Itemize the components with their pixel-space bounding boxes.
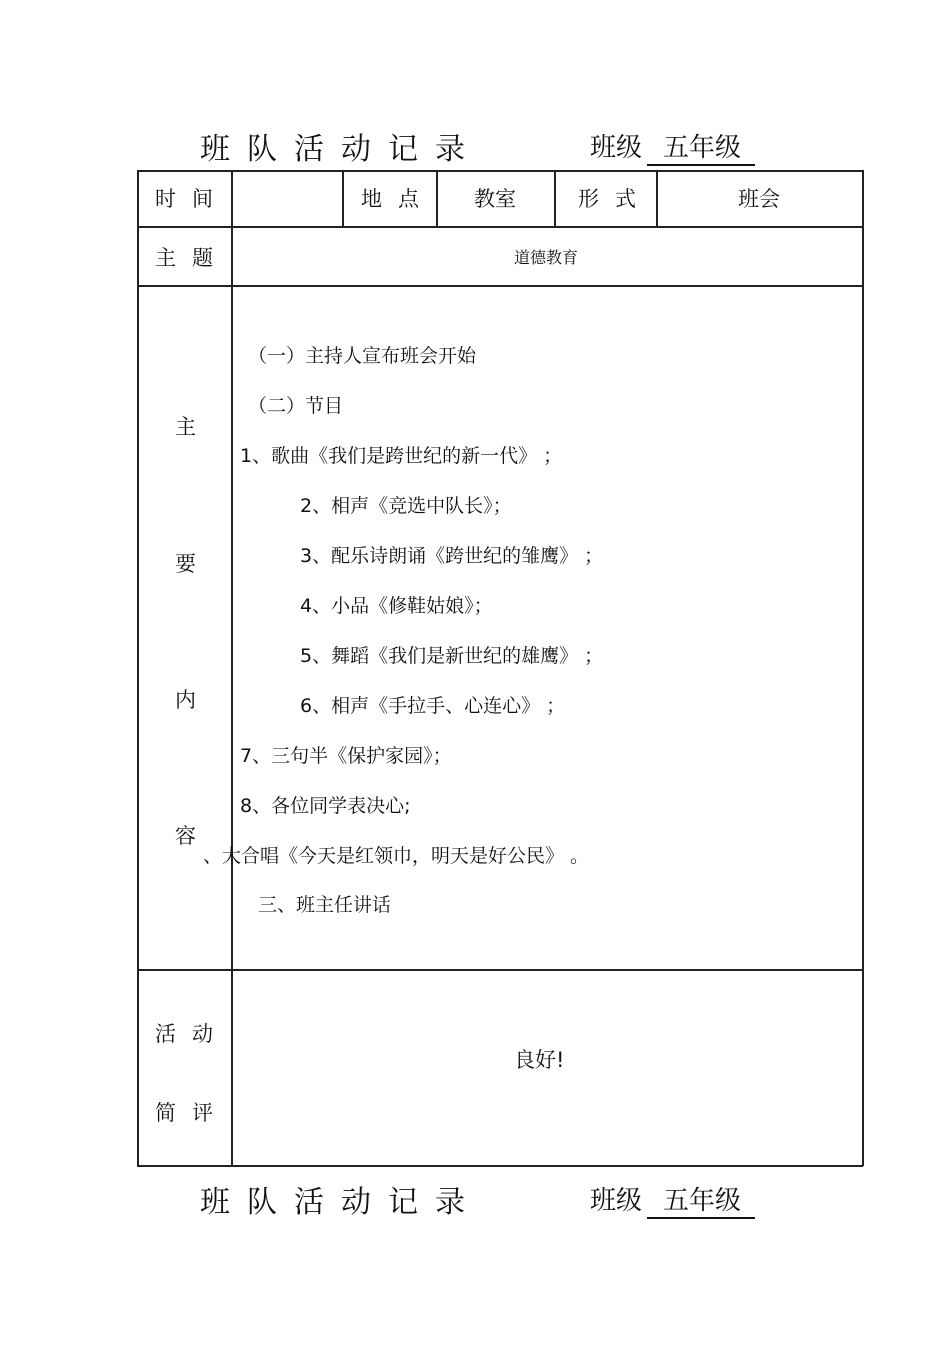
content-line: 、大合唱《今天是红领巾，明天是好公民》 。	[203, 845, 590, 867]
record-title: 班队活动记录	[200, 1185, 482, 1220]
content-line: （一）主持人宣布班会开始	[248, 345, 477, 367]
content-line: 4、小品《修鞋姑娘》；	[300, 595, 493, 617]
form-value: 班会	[738, 187, 780, 211]
class-value: 五年级	[647, 127, 755, 166]
content-label-char: 要	[175, 552, 196, 576]
review-label: 活动	[155, 1022, 229, 1046]
place-label: 地点	[361, 187, 435, 211]
content-line: 8、各位同学表决心;	[240, 795, 411, 817]
content-line: 三、班主任讲话	[258, 894, 392, 916]
content-label-char: 主	[175, 415, 196, 439]
place-value: 教室	[474, 187, 516, 211]
class-label: 班级	[590, 1186, 643, 1216]
content-line: 3、配乐诗朗诵《跨世纪的雏鹰》 ；	[300, 545, 604, 567]
content-line: （二）节目	[248, 395, 344, 417]
record-title: 班队活动记录	[200, 132, 482, 167]
content-line: 2、相声《竞选中队长》；	[300, 495, 512, 517]
content-line: 7、三句半《保护家园》；	[240, 745, 452, 767]
content-line: 5、舞蹈《我们是新世纪的雄鹰》 ；	[300, 645, 604, 667]
theme-value: 道德教育	[514, 248, 579, 267]
content-line: 1、歌曲《我们是跨世纪的新一代》 ；	[240, 445, 563, 467]
review-value: 良好!	[514, 1048, 565, 1072]
review-label: 简评	[155, 1101, 229, 1125]
theme-label: 主题	[155, 246, 229, 270]
form-label: 形式	[578, 187, 652, 211]
time-label: 时间	[155, 187, 229, 211]
content-label-char: 容	[175, 824, 196, 848]
class-value: 五年级	[647, 1180, 755, 1219]
content-line: 6、相声《手拉手、心连心》 ；	[300, 695, 566, 717]
class-label: 班级	[590, 133, 643, 163]
content-label-char: 内	[175, 688, 196, 712]
